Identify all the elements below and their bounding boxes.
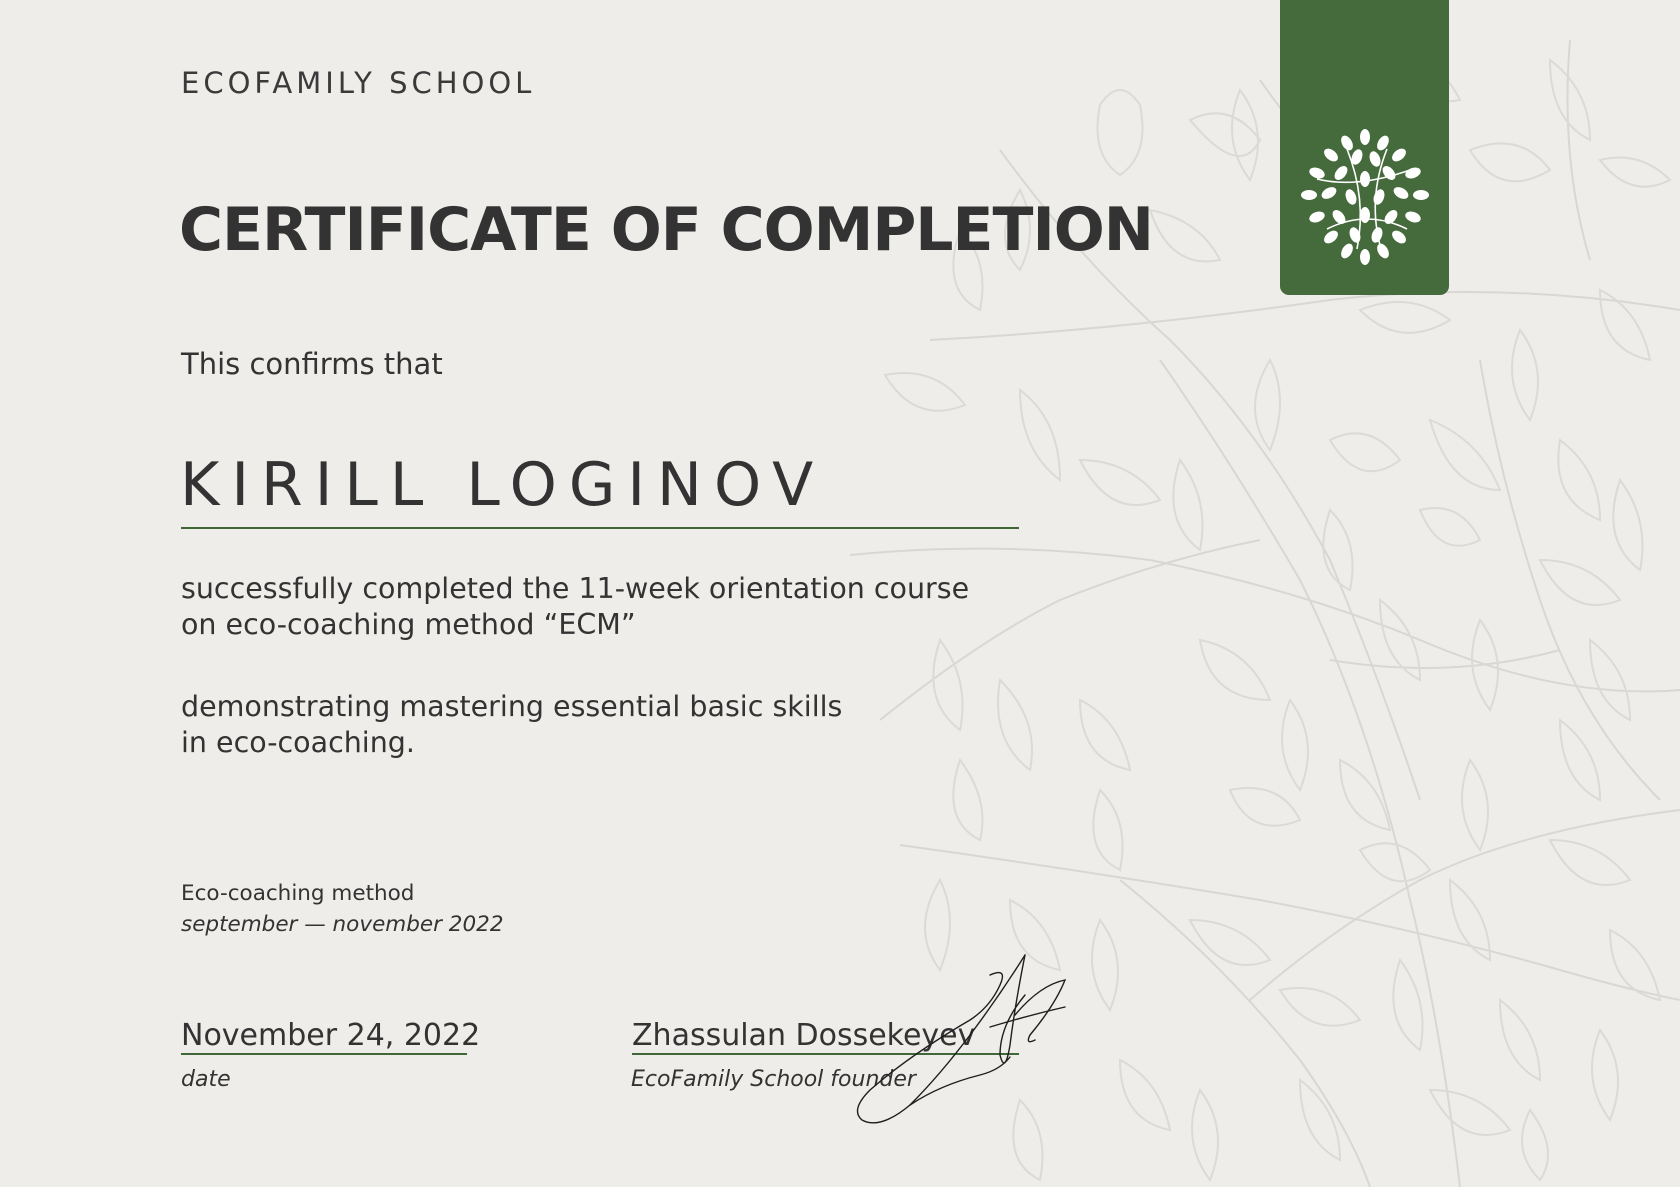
issue-date: November 24, 2022 [181,1018,481,1053]
completion-paragraph [181,571,969,643]
founder-caption: EcoFamily School founder [631,1067,916,1092]
date-underline [181,1053,467,1055]
intro-text: This confirms that [181,347,443,381]
school-name: ECOFAMILY SCHOOL [181,66,536,100]
leaf-circle-logo-icon [1297,129,1433,265]
recipient-underline [181,527,1019,529]
recipient-name: KIRILL LOGINOV [180,450,826,520]
skills-line-2: in eco-coaching. [181,726,415,759]
skills-paragraph [181,689,842,761]
founder-name: Zhassulan Dossekeyev [632,1018,976,1053]
completion-line-2: on eco-coaching method “ECM” [181,608,636,641]
completion-line-1: successfully completed the 11-week orientation course [181,572,970,605]
certificate-title: CERTIFICATE OF COMPLETION [179,195,1153,265]
date-caption: date [181,1067,231,1092]
skills-line-1: demonstrating mastering essential basic skills [181,690,843,723]
logo-ribbon [1280,0,1449,295]
course-period: september — november 2022 [181,912,504,937]
signature-icon [850,945,1080,1130]
course-name: Eco-coaching method [181,881,415,906]
